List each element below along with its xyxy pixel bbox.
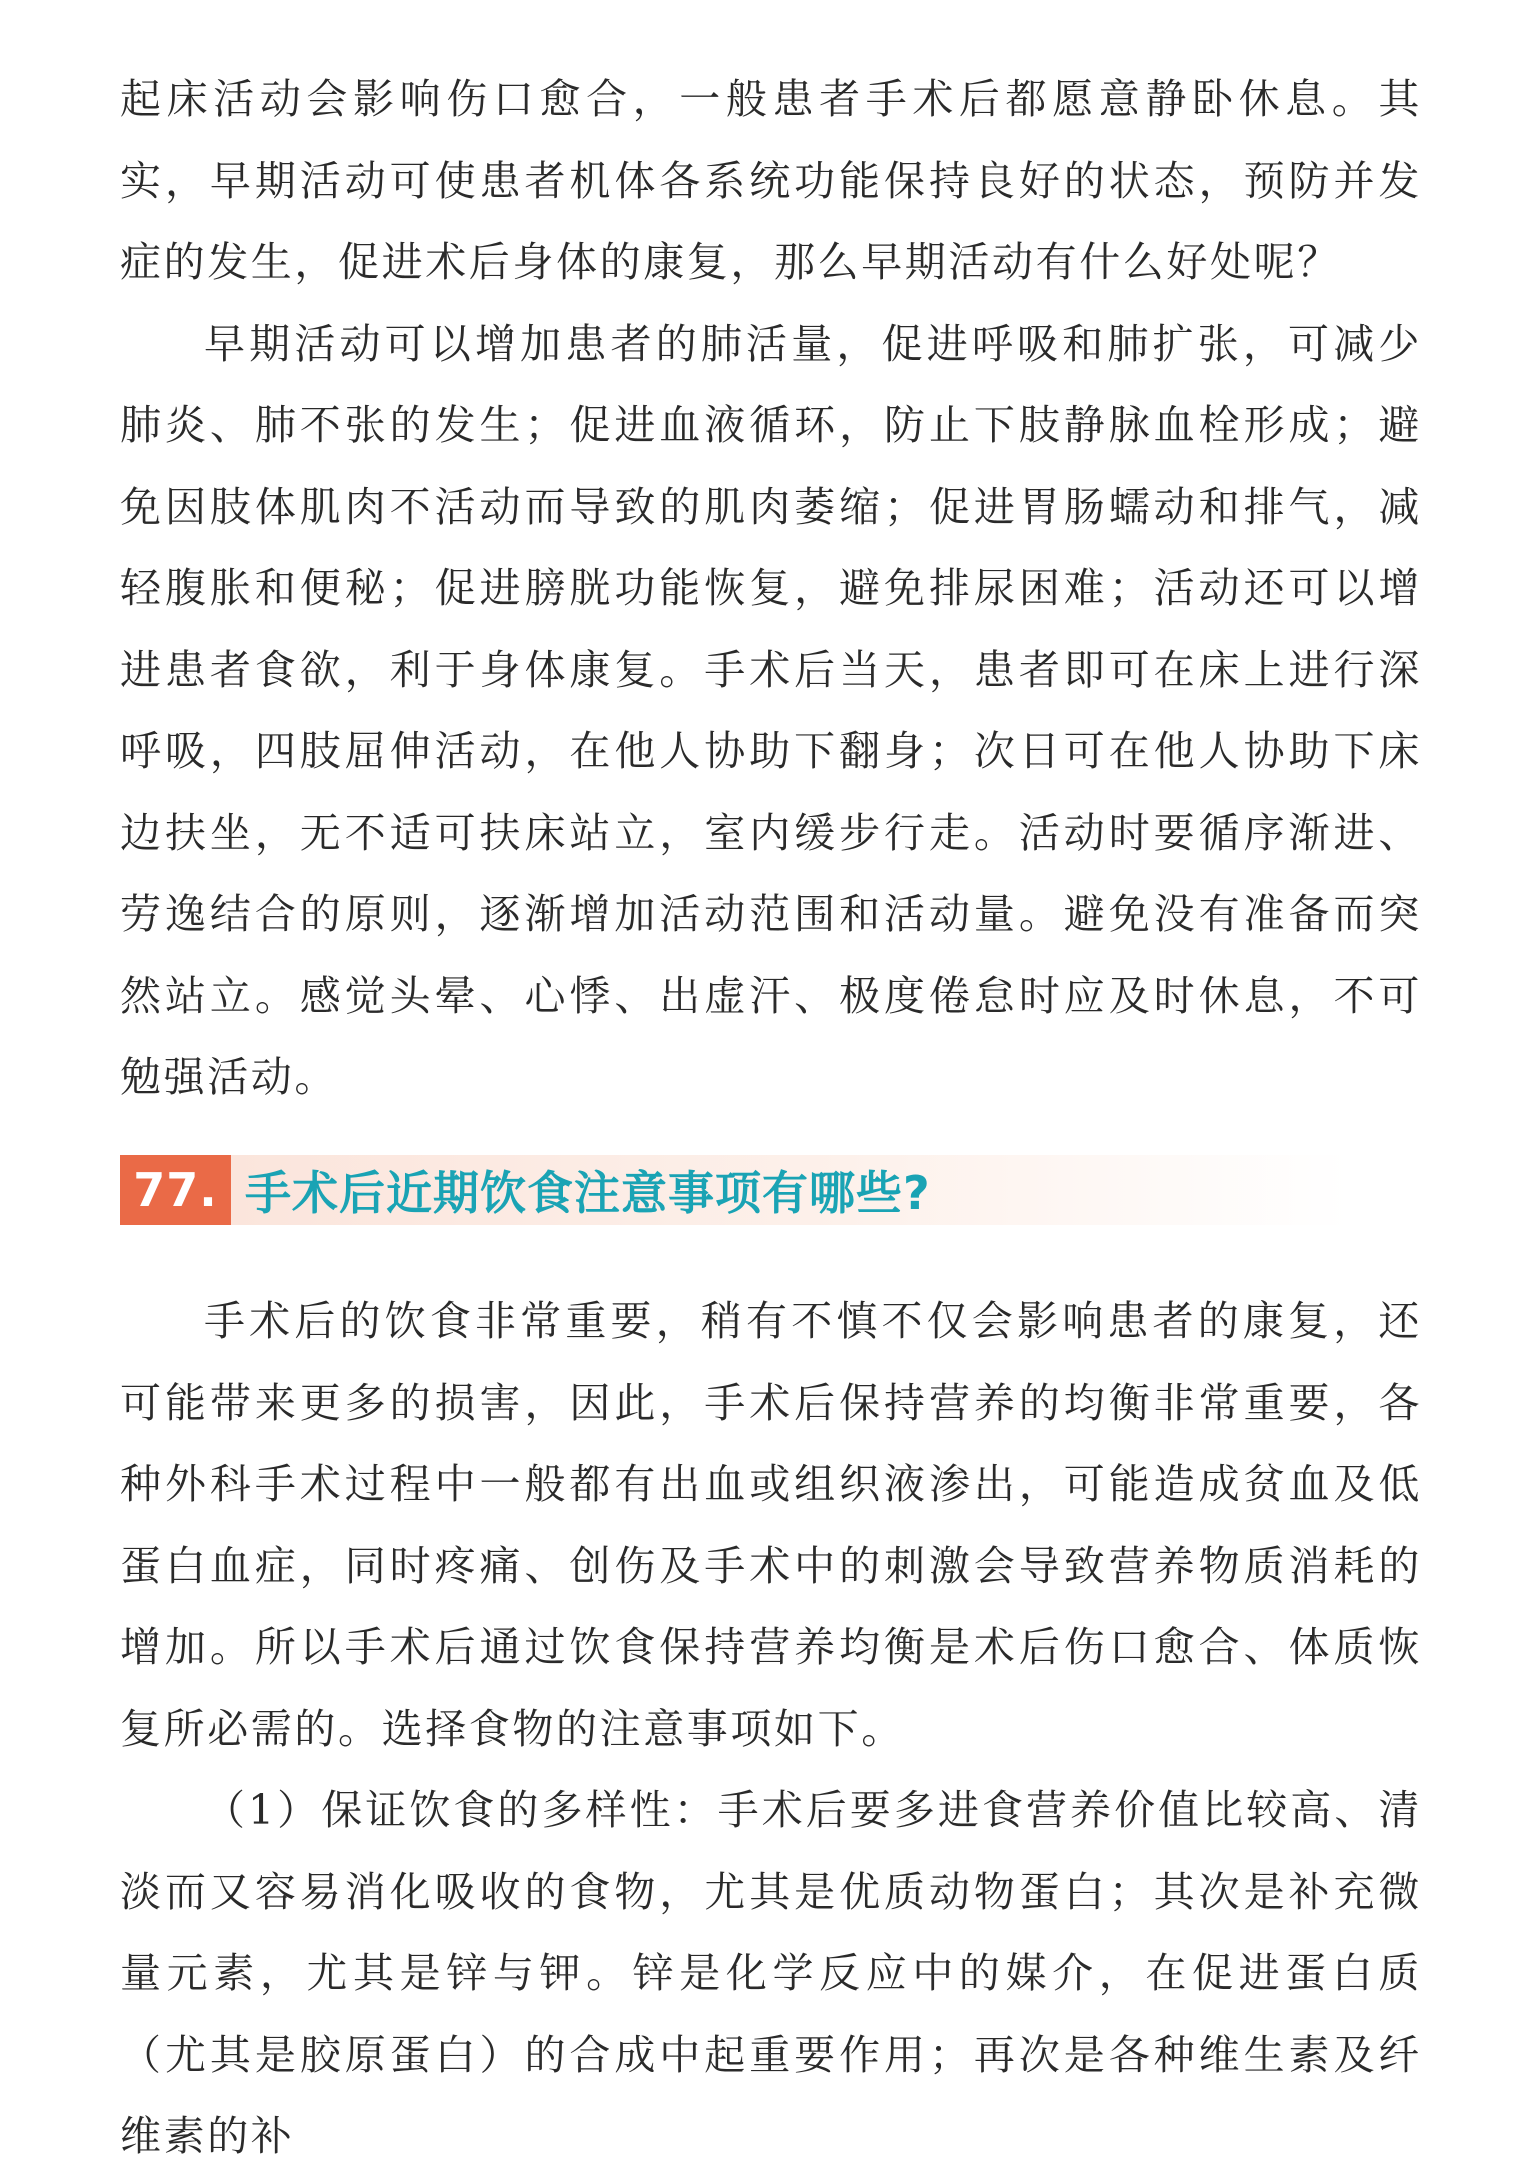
section-title: 手术后近期饮食注意事项有哪些? <box>245 1166 931 1220</box>
paragraph-diet-item-1: （1）保证饮食的多样性：手术后要多进食营养价值比较高、清淡而又容易消化吸收的食物，尤其是优质动物蛋白；其次是补充微量元素，尤其是锌与钾。锌是化学反应中的媒介，在促进蛋白质（尤其是胶原蛋白）的合成中起重要作用；再次是各种维生素及纤维素的补 <box>120 1786 1422 2160</box>
paragraph-diet-importance: 手术后的饮食非常重要，稍有不慎不仅会影响患者的康复，还可能带来更多的损害，因此，手术后保持营养的均衡非常重要，各种外科手术过程中一般都有出血或组织液渗出，可能造成贫血及低蛋白血症，同时疼痛、创伤及手术中的刺激会导致营养物质消耗的增加。所以手术后通过饮食保持营养均衡是术后伤口愈合、体质恢复所必需的。选择食物的注意事项如下。 <box>120 1297 1422 1753</box>
paragraph-continued: 起床活动会影响伤口愈合，一般患者手术后都愿意静卧休息。其实，早期活动可使患者机体各系统功能保持良好的状态，预防并发症的发生，促进术后身体的康复，那么早期活动有什么好处呢？ <box>120 75 1422 286</box>
section-title-bar <box>231 1155 1350 1225</box>
section-heading <box>120 1155 1350 1225</box>
body-text-section-77 <box>120 1281 1422 2178</box>
body-text-top <box>120 59 1422 1119</box>
paragraph-early-activity: 早期活动可以增加患者的肺活量，促进呼吸和肺扩张，可减少肺炎、肺不张的发生；促进血液循环，防止下肢静脉血栓形成；避免因肢体肌肉不活动而导致的肌肉萎缩；促进胃肠蠕动和排气，减轻腹胀和便秘；促进膀胱功能恢复，避免排尿困难；活动还可以增进患者食欲，利于身体康复。手术后当天，患者即可在床上进行深呼吸，四肢屈伸活动，在他人协助下翻身；次日可在他人协助下床边扶坐，无不适可扶床站立，室内缓步行走。活动时要循序渐进、劳逸结合的原则，逐渐增加活动范围和活动量。避免没有准备而突然站立。感觉头晕、心悸、出虚汗、极度倦怠时应及时休息，不可勉强活动。 <box>120 319 1422 1101</box>
section-number-badge: 77. <box>120 1155 231 1225</box>
